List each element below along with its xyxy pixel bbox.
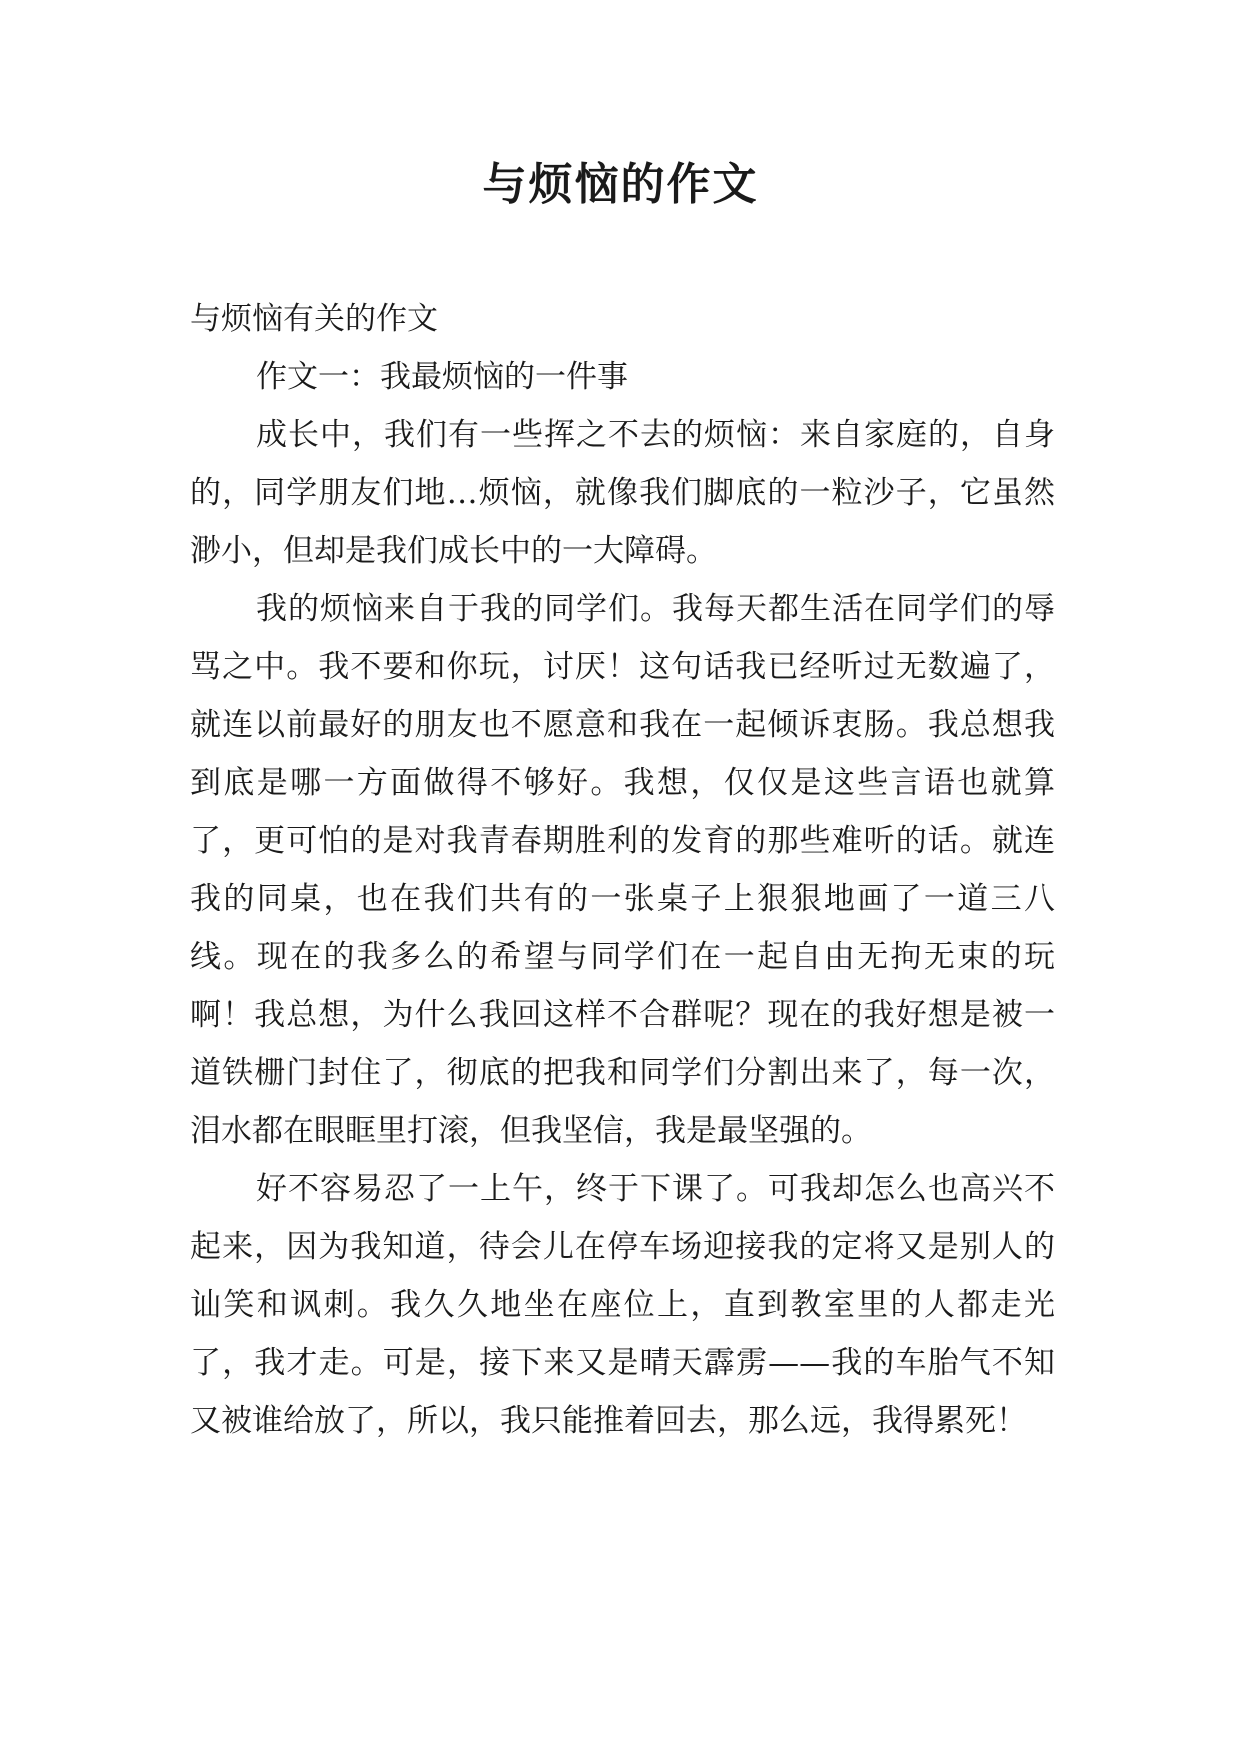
document-subtitle: 与烦恼有关的作文: [190, 301, 438, 337]
paragraph: 好不容易忍了一上午，终于下课了。可我却怎么也高兴不起来，因为我知道，待会儿在停车场迎接我的定将又是别人的讪笑和讽刺。我久久地坐在座位上，直到教室里的人都走光了，我才走。可是，接下来又是晴天霹雳——我的车胎气不知又被谁给放了，所以，我只能推着回去，那么远，我得累死！: [190, 1171, 1055, 1439]
document-title: 与烦恼的作文: [482, 159, 759, 210]
paragraph: 我的烦恼来自于我的同学们。我每天都生活在同学们的辱骂之中。我不要和你玩，讨厌！这句话我已经听过无数遍了，就连以前最好的朋友也不愿意和我在一起倾诉衷肠。我总想我到底是哪一方面做得不够好。我想，仅仅是这些言语也就算了，更可怕的是对我青春期胜利的发育的那些难听的话。就连我的同桌，也在我们共有的一张桌子上狠狠地画了一道三八线。现在的我多么的希望与同学们在一起自由无拘无束的玩啊！我总想，为什么我回这样不合群呢？现在的我好想是被一道铁栅门封住了，彻底的把我和同学们分割出来了，每一次，泪水都在眼眶里打滚，但我坚信，我是最坚强的。: [190, 591, 1055, 1149]
document-body: [190, 290, 1055, 1450]
essay-heading: 作文一：我最烦恼的一件事: [256, 359, 628, 395]
paragraph: 成长中，我们有一些挥之不去的烦恼：来自家庭的，自身的，同学朋友们地…烦恼，就像我们脚底的一粒沙子，它虽然渺小，但却是我们成长中的一大障碍。: [190, 417, 1055, 569]
